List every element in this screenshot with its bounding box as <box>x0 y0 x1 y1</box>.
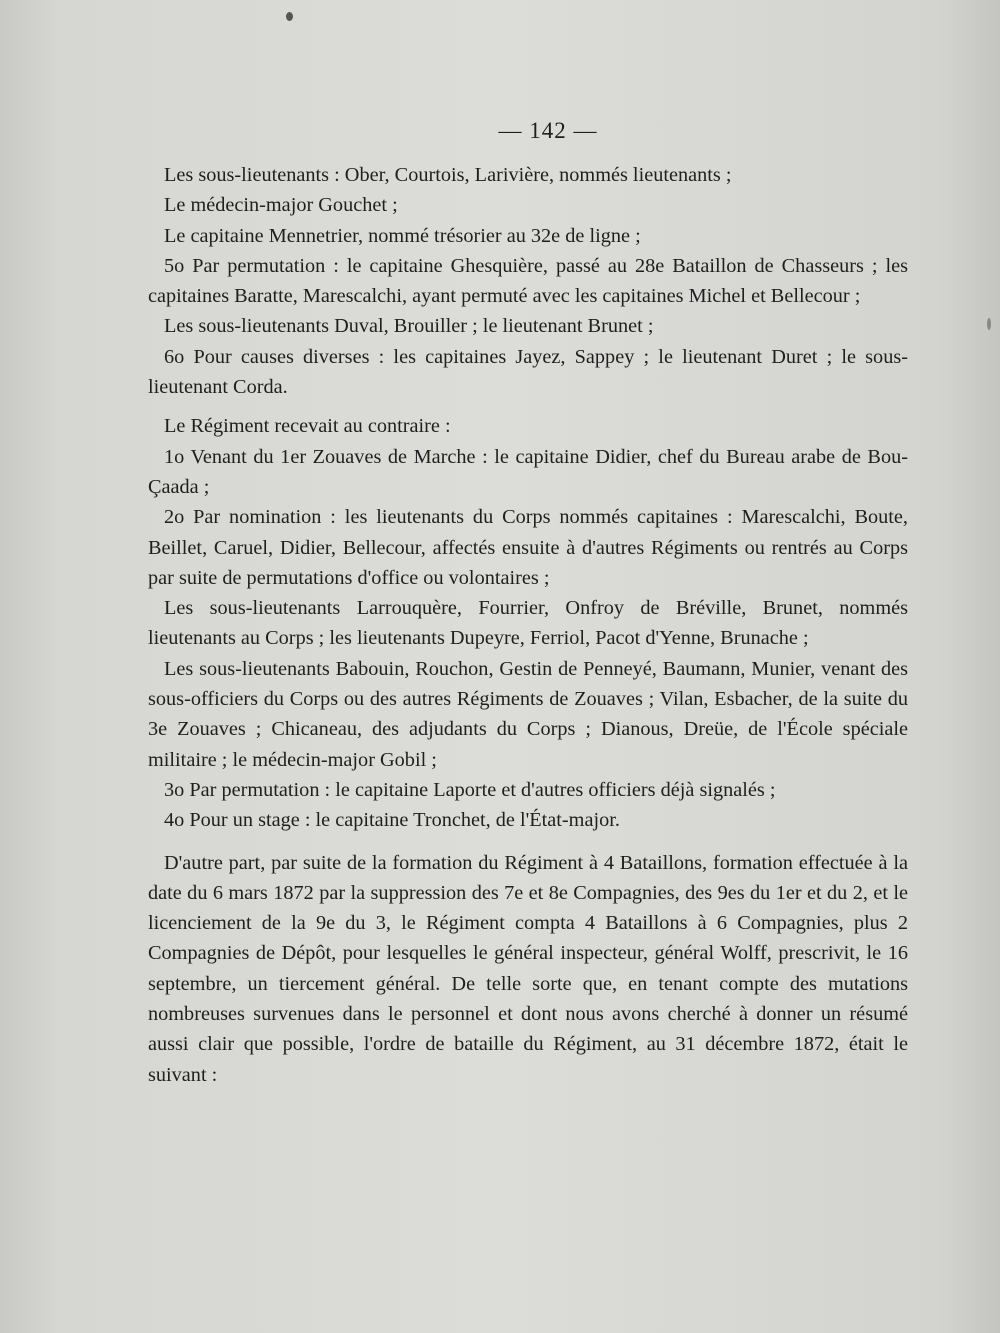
page-number: — 142 — <box>498 118 598 143</box>
paragraph: Les sous-lieutenants Larrouquère, Fourrier, Onfroy de Bréville, Brunet, nommés lieutenants au Corps ; les lieutenants Dupeyre, Ferriol, Pacot d'Yenne, Brunache ; <box>148 597 908 650</box>
paragraph: 4o Pour un stage : le capitaine Tronchet, de l'État-major. <box>164 809 620 832</box>
paragraph: D'autre part, par suite de la formation du Régiment à 4 Bataillons, formation effectuée à la date du 6 mars 1872 par la suppression des 7e et 8e Compagnies, des 9es du 1er et du 2, et le licenciement de la 9e du 3, le Régiment compta 4 Bataillons à 6 Compagnies, plus 2 Compagnies de Dépôt, pour lesquelles le général inspecteur, général Wolff, prescrivit, le 16 septembre, un tiercement général. De telle sorte que, en tenant compte des mutations nombreuses survenues dans le personnel et dont nous avons cherché à donner un résumé aussi clair que possible, l'ordre de bataille du Régiment, au 31 décembre 1872, était le suivant : <box>148 851 908 1086</box>
paragraph: Le Régiment recevait au contraire : <box>164 415 451 438</box>
paragraph: 6o Pour causes diverses : les capitaines Jayez, Sappey ; le lieutenant Duret ; le sous-lieutenant Corda. <box>148 345 908 399</box>
paragraph: Les sous-lieutenants : Ober, Courtois, Larivière, nommés lieutenants ; <box>164 164 732 186</box>
body-text <box>148 160 908 1090</box>
paragraph: Les sous-lieutenants Babouin, Rouchon, Gestin de Penneyé, Baumann, Munier, venant des sous-officiers du Corps ou des autres Régiments de Zouaves ; Vilan, Esbacher, de la suite du 3e Zouaves ; Chicaneau, des adjudants du Corps ; Dianous, Dreüe, de l'École spéciale militaire ; le médecin-major Gobil ; <box>148 657 908 771</box>
paragraph: 5o Par permutation : le capitaine Ghesquière, passé au 28e Bataillon de Chasseurs ; les capitaines Baratte, Marescalchi, ayant permuté avec les capitaines Michel et Bellecour ; <box>148 254 908 308</box>
paragraph: Le médecin-major Gouchet ; <box>164 194 398 217</box>
paragraph: 3o Par permutation : le capitaine Laporte et d'autres officiers déjà signalés ; <box>164 778 776 801</box>
paragraph: 1o Venant du 1er Zouaves de Marche : le capitaine Didier, chef du Bureau arabe de Bou-Çaada ; <box>148 445 908 498</box>
paragraph: Les sous-lieutenants Duval, Brouiller ; le lieutenant Brunet ; <box>164 315 654 338</box>
page-speck <box>987 318 991 330</box>
paragraph: Le capitaine Mennetrier, nommé trésorier au 32e de ligne ; <box>164 224 641 247</box>
page-speck <box>286 12 293 21</box>
paragraph: 2o Par nomination : les lieutenants du Corps nommés capitaines : Marescalchi, Boute, Beillet, Caruel, Didier, Bellecour, affectés ensuite à d'autres Régiments ou rentrés au Corps par suite de permutations d'office ou volontaires ; <box>148 506 908 589</box>
